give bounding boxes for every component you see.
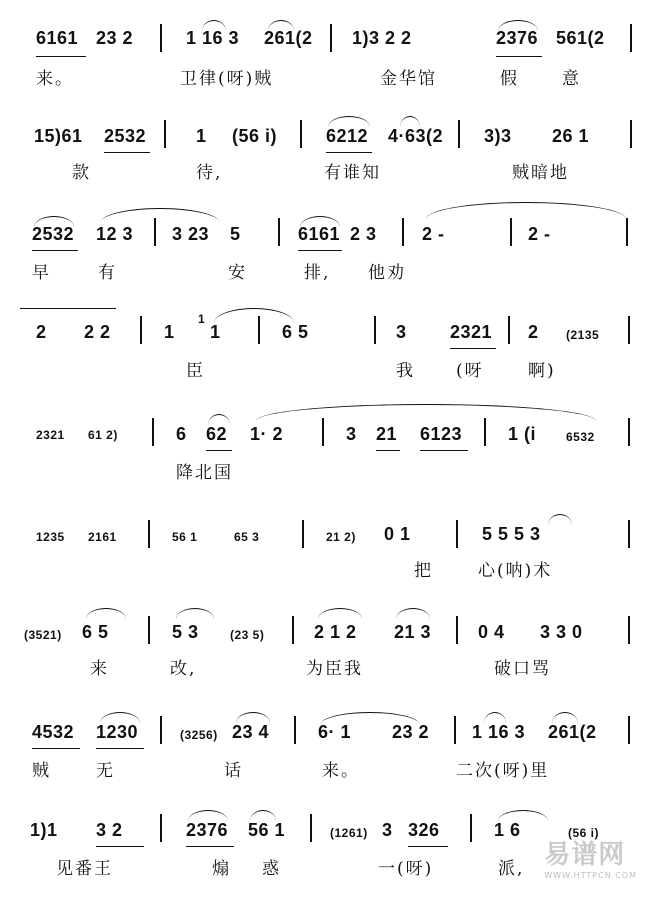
- slur: [188, 810, 228, 821]
- slur: [548, 514, 572, 525]
- lyric: 安: [228, 263, 247, 283]
- note-group: 21 3: [394, 622, 432, 642]
- bar-line: [330, 24, 332, 52]
- watermark-name: 易谱网: [544, 840, 626, 870]
- note-group: 6212: [326, 126, 369, 146]
- bar-line: [322, 418, 324, 446]
- bar-line: [300, 120, 302, 148]
- note-group: 0 4: [478, 622, 505, 642]
- slur: [202, 20, 226, 31]
- lyric: 排,: [304, 263, 331, 283]
- score-line-5: [0, 404, 651, 509]
- lyric: 贼: [32, 761, 51, 781]
- note-group: 1· 2: [250, 424, 284, 444]
- bar-line: [628, 316, 630, 344]
- beam: [32, 250, 78, 251]
- slur: [268, 20, 294, 31]
- bar-line: [302, 520, 304, 548]
- lyric: 来。: [322, 761, 360, 781]
- slur: [214, 308, 294, 323]
- note-group: 6532: [566, 430, 595, 444]
- note-group: 21: [376, 424, 398, 444]
- note-group: 5 5 5 3: [482, 524, 541, 544]
- note-group: 2161: [88, 530, 117, 544]
- beam: [408, 846, 448, 847]
- bar-line: [148, 616, 150, 644]
- note-group: 6: [176, 424, 187, 444]
- bar-line: [310, 814, 312, 842]
- beam: [206, 450, 232, 451]
- slur: [498, 810, 548, 821]
- lyric: 假: [500, 69, 519, 89]
- note-group: 1)1: [30, 820, 58, 840]
- note-group: 5 3: [172, 622, 199, 642]
- bar-line: [454, 716, 456, 744]
- note-group: 6 5: [282, 322, 309, 342]
- beam: [36, 56, 86, 57]
- lyric: 有: [98, 263, 117, 283]
- note-group: 23 4: [232, 722, 270, 742]
- score-line-7: [0, 604, 651, 709]
- note-group: 56 1: [172, 530, 198, 544]
- lyric: 啊): [528, 361, 556, 381]
- beam: [420, 450, 468, 451]
- note-group: 1235: [36, 530, 65, 544]
- lyric: 来。: [36, 69, 74, 89]
- bar-line: [628, 418, 630, 446]
- beam: [376, 450, 400, 451]
- slur: [300, 216, 340, 227]
- slur: [328, 116, 370, 127]
- slur: [256, 404, 596, 421]
- lyric: 惑: [262, 859, 281, 879]
- lyric: 款: [72, 163, 91, 183]
- note-group: 3 3 0: [540, 622, 583, 642]
- note-group: (2135: [566, 328, 600, 342]
- note-group: 2532: [104, 126, 147, 146]
- note-group: 21 2): [326, 530, 356, 544]
- beam: [496, 56, 542, 57]
- bar-line: [402, 218, 404, 246]
- lyric: 来: [90, 659, 109, 679]
- slur: [100, 712, 140, 723]
- slur: [176, 608, 214, 619]
- lyric: 金华馆: [380, 69, 437, 89]
- note-group: 1: [164, 322, 175, 342]
- lyric: 早: [32, 263, 51, 283]
- slur: [208, 414, 230, 425]
- lyric: 卫律(呀)贼: [180, 69, 274, 89]
- note-group: 2 -: [422, 224, 445, 244]
- bar-line: [160, 24, 162, 52]
- note-group: 1)3 2 2: [352, 28, 412, 48]
- bar-line: [294, 716, 296, 744]
- note-group: 6161: [36, 28, 79, 48]
- note-group: (56 i): [232, 126, 278, 146]
- note-group: 2321: [450, 322, 493, 342]
- lyric: 破口骂: [494, 659, 551, 679]
- note-group: 2 2: [84, 322, 111, 342]
- bar-line: [626, 218, 628, 246]
- note-group: 1 16 3: [472, 722, 526, 742]
- note-group: 23 2: [96, 28, 134, 48]
- score-line-8: [0, 708, 651, 813]
- bar-line: [630, 24, 632, 52]
- grace-note: 1: [198, 312, 206, 326]
- slur: [396, 608, 430, 619]
- lyric: 降北国: [176, 463, 233, 483]
- bar-line: [152, 418, 154, 446]
- score-line-4: [0, 302, 651, 407]
- note-group: 1230: [96, 722, 139, 742]
- lyric: 待,: [196, 163, 223, 183]
- score-line-6: [0, 508, 651, 613]
- bar-line: [374, 316, 376, 344]
- note-group: 2321: [36, 428, 65, 442]
- bar-line: [470, 814, 472, 842]
- note-group: (23 5): [230, 628, 265, 642]
- slur: [86, 608, 126, 619]
- bar-line: [164, 120, 166, 148]
- bar-line: [148, 520, 150, 548]
- slur: [34, 216, 74, 227]
- note-group: 2532: [32, 224, 75, 244]
- note-group: 1 16 3: [186, 28, 240, 48]
- note-group: (3256): [180, 728, 218, 742]
- bar-line: [456, 616, 458, 644]
- bar-line: [160, 814, 162, 842]
- note-group: 2 3: [350, 224, 377, 244]
- lyric: 一(呀): [378, 859, 434, 879]
- note-group: 2: [36, 322, 47, 342]
- slur: [236, 712, 270, 723]
- bar-line: [628, 520, 630, 548]
- note-group: 15)61: [34, 126, 83, 146]
- note-group: 12 3: [96, 224, 134, 244]
- watermark-url: WWW.HTTPCN.COM: [544, 871, 637, 880]
- note-group: 561(2: [556, 28, 605, 48]
- lyric: 他劝: [368, 263, 406, 283]
- lyric: 有谁知: [324, 163, 381, 183]
- lyric: 煽: [212, 859, 231, 879]
- note-group: 6· 1: [318, 722, 352, 742]
- note-group: 62: [206, 424, 228, 444]
- lyric: 为臣我: [306, 659, 363, 679]
- note-group: 3 2: [96, 820, 123, 840]
- tie-line: [20, 308, 116, 309]
- score-line-2: [0, 112, 651, 217]
- lyric: 把: [414, 561, 433, 581]
- note-group: (56 i): [568, 826, 600, 840]
- slur: [552, 712, 578, 723]
- lyric: 见番王: [56, 859, 113, 879]
- bar-line: [456, 520, 458, 548]
- slur: [484, 712, 506, 723]
- note-group: (3521): [24, 628, 62, 642]
- bar-line: [628, 716, 630, 744]
- beam: [186, 846, 234, 847]
- note-group: 65 3: [234, 530, 260, 544]
- slur: [318, 608, 362, 619]
- note-group: 6 5: [82, 622, 109, 642]
- note-group: 3: [346, 424, 357, 444]
- note-group: 1 6: [494, 820, 521, 840]
- slur: [400, 116, 420, 127]
- note-group: 2: [528, 322, 539, 342]
- bar-line: [484, 418, 486, 446]
- lyric: 我: [396, 361, 415, 381]
- score-line-3: [0, 208, 651, 313]
- bar-line: [140, 316, 142, 344]
- beam: [104, 152, 150, 153]
- note-group: 61 2): [88, 428, 118, 442]
- note-group: 3: [396, 322, 407, 342]
- slur: [320, 712, 420, 725]
- note-group: 3)3: [484, 126, 512, 146]
- note-group: 2 -: [528, 224, 551, 244]
- beam: [96, 748, 144, 749]
- note-group: (1261): [330, 826, 368, 840]
- bar-line: [510, 218, 512, 246]
- slur: [498, 20, 538, 31]
- note-group: 2 1 2: [314, 622, 357, 642]
- note-group: 3: [382, 820, 393, 840]
- note-group: 261(2: [548, 722, 597, 742]
- lyric: 无: [96, 761, 115, 781]
- lyric: 意: [562, 69, 581, 89]
- beam: [326, 152, 372, 153]
- note-group: 326: [408, 820, 440, 840]
- note-group: 6123: [420, 424, 463, 444]
- score-line-1: [0, 18, 651, 123]
- note-group: 56 1: [248, 820, 286, 840]
- lyric: (呀: [456, 361, 484, 381]
- note-group: 2376: [186, 820, 229, 840]
- lyric: 贼暗地: [512, 163, 569, 183]
- note-group: 4532: [32, 722, 75, 742]
- note-group: 6161: [298, 224, 341, 244]
- lyric: 改,: [170, 659, 197, 679]
- lyric: 心(呐)术: [478, 561, 553, 581]
- slur: [250, 810, 276, 821]
- bar-line: [292, 616, 294, 644]
- lyric: 派,: [498, 859, 525, 879]
- note-group: 3 23: [172, 224, 210, 244]
- bar-line: [458, 120, 460, 148]
- note-group: 23 2: [392, 722, 430, 742]
- note-group: 5: [230, 224, 241, 244]
- beam: [450, 348, 496, 349]
- lyric: 臣: [186, 361, 205, 381]
- note-group: 1: [210, 322, 221, 342]
- beam: [32, 748, 80, 749]
- note-group: 2376: [496, 28, 539, 48]
- bar-line: [160, 716, 162, 744]
- slur: [100, 208, 220, 223]
- note-group: 261(2: [264, 28, 313, 48]
- lyric: 二次(呀)里: [456, 761, 550, 781]
- beam: [298, 250, 342, 251]
- bar-line: [508, 316, 510, 344]
- lyric: 话: [224, 761, 243, 781]
- note-group: 0 1: [384, 524, 411, 544]
- note-group: 4·63(2: [388, 126, 444, 146]
- watermark-logo: [544, 834, 637, 880]
- note-group: 26 1: [552, 126, 590, 146]
- note-group: 1: [196, 126, 207, 146]
- bar-line: [630, 120, 632, 148]
- beam: [96, 846, 144, 847]
- bar-line: [278, 218, 280, 246]
- bar-line: [628, 616, 630, 644]
- note-group: 1 (i: [508, 424, 537, 444]
